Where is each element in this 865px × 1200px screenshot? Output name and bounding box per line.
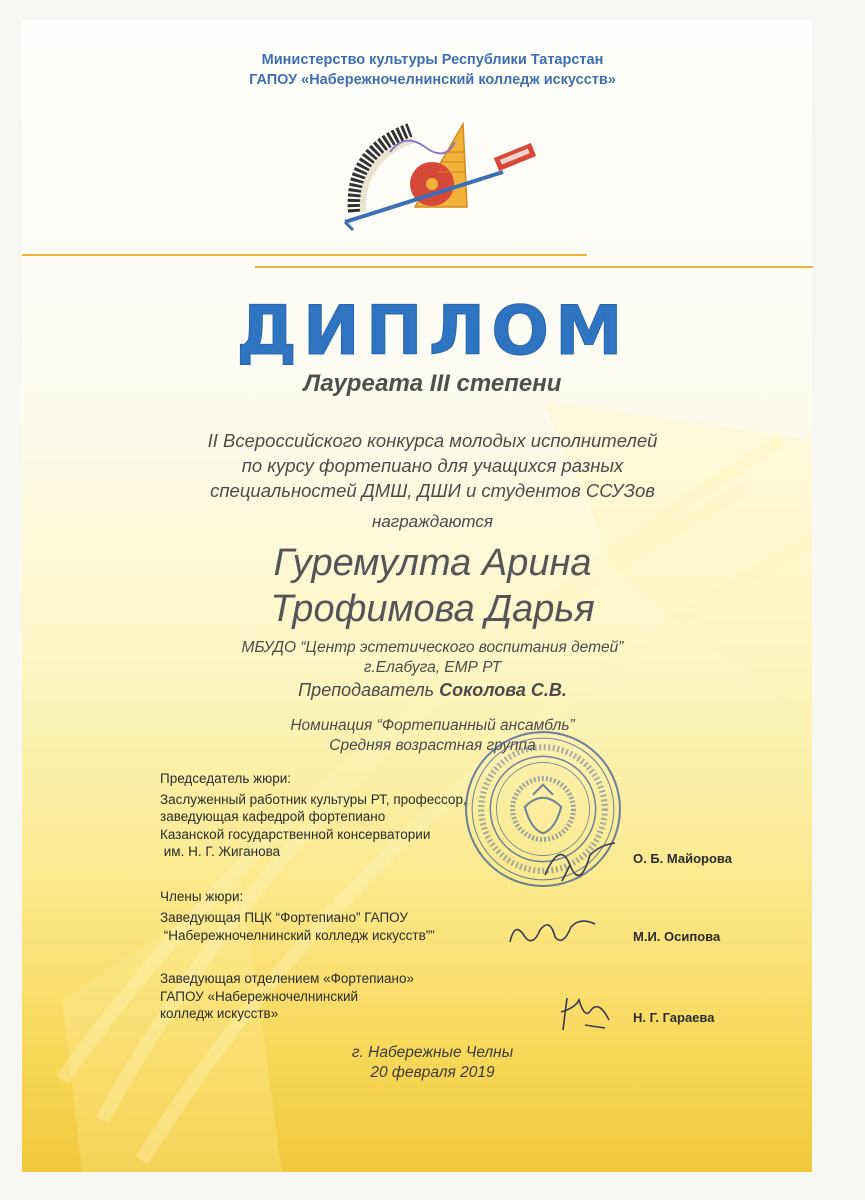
member-2-signature	[555, 990, 615, 1035]
nomination-line-2: Средняя возрастная группа	[329, 737, 536, 754]
top-rule-left	[22, 254, 587, 256]
jury-chair-heading: Председатель жюри:	[160, 771, 292, 786]
jury-member-1-title: “Набережночелнинский колледж искусств””	[160, 927, 435, 943]
laureate-degree: Лауреата III степени	[303, 370, 562, 397]
jury-chair-block	[160, 770, 467, 861]
jury-member-1-name: М.И. Осипова	[633, 929, 721, 944]
awarded-label: награждаются	[372, 512, 493, 531]
issue-city: г. Набережные Челны	[351, 1044, 514, 1061]
contest-line-3: специальностей ДМШ, ДШИ и студентов ССУЗов	[210, 480, 655, 501]
recipient-names	[0, 540, 865, 632]
jury-members-heading: Члены жюри:	[160, 889, 244, 904]
jury-member-2-title: колледж искусств»	[160, 1006, 279, 1021]
teacher-label: Преподаватель	[298, 680, 435, 700]
jury-member-2-block	[160, 970, 414, 1023]
contest-line-2: по курсу фортепиано для учащихся разных	[241, 455, 624, 476]
contest-description	[0, 428, 865, 503]
nomination-block	[0, 716, 865, 756]
jury-member-1-title: Заведующая ПЦК “Фортепиано” ГАПОУ	[160, 910, 408, 925]
ministry-line-2: ГАПОУ «Набережночелнинский колледж искусств»	[249, 72, 616, 88]
ministry-line-1: Министерство культуры Республики Татарстан	[261, 52, 604, 68]
issue-date: 20 февраля 2019	[370, 1064, 495, 1081]
college-logo	[335, 112, 545, 232]
contest-line-1: II Всероссийского конкурса молодых исполнителей	[207, 430, 658, 451]
teacher-line	[0, 680, 865, 701]
institution-block	[0, 638, 865, 678]
diploma-title: ДИПЛОМ	[236, 292, 629, 371]
jury-member-1-block	[160, 909, 435, 944]
institution-name: МБУДО “Центр эстетического воспитания детей”	[241, 639, 624, 656]
jury-member-2-name: Н. Г. Гараева	[633, 1010, 715, 1025]
jury-chair-title: Казанской государственной консерватории	[160, 826, 431, 842]
issue-footer	[0, 1043, 865, 1083]
teacher-name: Соколова С.В.	[439, 680, 567, 700]
jury-chair-title: Заслуженный работник культуры РТ, профессор,	[160, 791, 467, 807]
jury-chair-name: О. Б. Майорова	[633, 851, 732, 866]
chair-signature	[540, 835, 620, 885]
member-1-signature	[505, 912, 605, 952]
recipient-name: Трофимова Дарья	[270, 588, 595, 630]
jury-chair-title: им. Н. Г. Жиганова	[160, 844, 281, 859]
recipient-name: Гуремулта Арина	[273, 542, 592, 584]
jury-member-2-title: ГАПОУ «Набережночелнинский	[160, 988, 359, 1004]
top-rule-right	[255, 266, 813, 268]
nomination-line-1: Номинация “Фортепианный ансамбль”	[290, 717, 575, 734]
ministry-header	[0, 50, 865, 90]
jury-chair-title: заведующая кафедрой фортепиано	[160, 809, 386, 824]
jury-member-2-title: Заведующая отделением «Фортепиано»	[160, 971, 414, 986]
institution-city: г.Елабуга, ЕМР РТ	[363, 659, 502, 676]
